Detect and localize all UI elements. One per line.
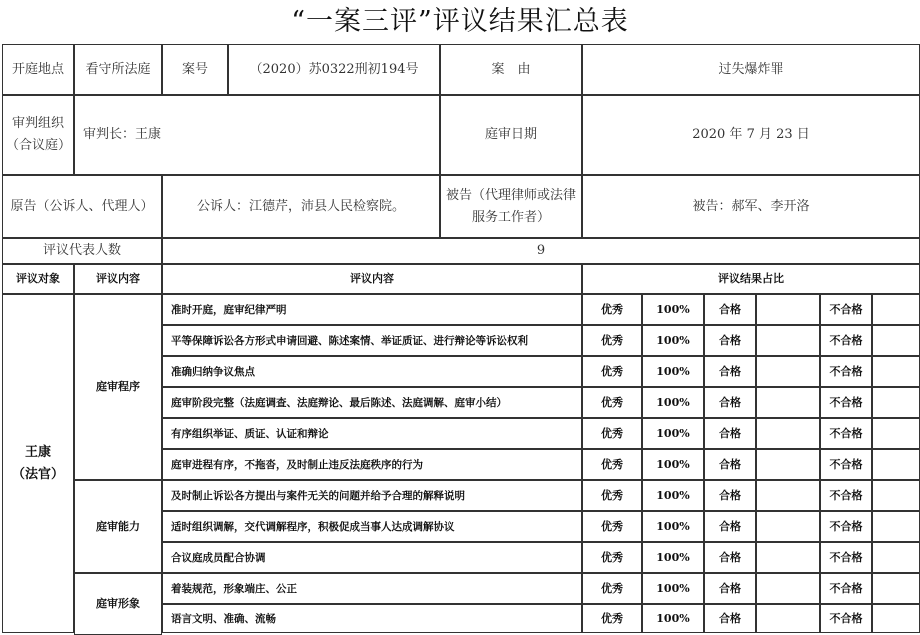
defendant-label: 被告（代理律师或法律服务工作者） [440, 175, 582, 238]
result-fail-percent [872, 573, 920, 604]
result-fail-percent [872, 449, 920, 480]
case-number-label: 案号 [162, 44, 228, 95]
result-excellent-label: 优秀 [582, 325, 642, 356]
panel-value: 审判长：王康 [74, 95, 440, 175]
column-header-content: 评议内容 [162, 264, 582, 294]
result-fail-percent [872, 542, 920, 573]
result-fail-label: 不合格 [820, 604, 872, 633]
result-fail-percent [872, 480, 920, 511]
result-pass-percent [756, 573, 820, 604]
page-title: “一案三评”评议结果汇总表 [291, 6, 629, 37]
result-excellent-label: 优秀 [582, 418, 642, 449]
result-excellent-label: 优秀 [582, 387, 642, 418]
result-excellent-percent: 100% [642, 325, 704, 356]
result-fail-label: 不合格 [820, 480, 872, 511]
result-excellent-label: 优秀 [582, 480, 642, 511]
result-excellent-label: 优秀 [582, 573, 642, 604]
column-header-category: 评议内容 [74, 264, 162, 294]
result-excellent-percent: 100% [642, 511, 704, 542]
criterion-text: 准确归纳争议焦点 [162, 356, 582, 387]
case-cause-value: 过失爆炸罪 [582, 44, 920, 95]
result-fail-percent [872, 387, 920, 418]
criterion-text: 庭审进程有序，不拖沓，及时制止违反法庭秩序的行为 [162, 449, 582, 480]
result-fail-label: 不合格 [820, 294, 872, 325]
result-pass-label: 合格 [704, 294, 756, 325]
column-header-object: 评议对象 [2, 264, 74, 294]
result-pass-label: 合格 [704, 356, 756, 387]
case-number-value: （2020）苏0322刑初194号 [228, 44, 440, 95]
criterion-text: 着装规范，形象端庄、公正 [162, 573, 582, 604]
result-pass-label: 合格 [704, 511, 756, 542]
result-fail-label: 不合格 [820, 449, 872, 480]
result-fail-percent [872, 418, 920, 449]
criterion-text: 平等保障诉讼各方形式申请回避、陈述案情、举证质证、进行辩论等诉讼权利 [162, 325, 582, 356]
defendant-value: 被告：郝军、李开洛 [582, 175, 920, 238]
result-pass-percent [756, 604, 820, 633]
criterion-text: 适时组织调解，交代调解程序，积极促成当事人达成调解协议 [162, 511, 582, 542]
result-pass-label: 合格 [704, 418, 756, 449]
result-pass-percent [756, 356, 820, 387]
result-pass-label: 合格 [704, 573, 756, 604]
plaintiff-value: 公诉人：江德芹，沛县人民检察院。 [162, 175, 440, 238]
criterion-text: 有序组织举证、质证、认证和辩论 [162, 418, 582, 449]
criterion-text: 及时制止诉讼各方提出与案件无关的问题并给予合理的解释说明 [162, 480, 582, 511]
result-fail-percent [872, 511, 920, 542]
result-excellent-percent: 100% [642, 294, 704, 325]
criterion-text: 庭审阶段完整（法庭调查、法庭辩论、最后陈述、法庭调解、庭审小结） [162, 387, 582, 418]
result-fail-label: 不合格 [820, 356, 872, 387]
case-cause-label: 案 由 [440, 44, 582, 95]
result-excellent-percent: 100% [642, 604, 704, 633]
criterion-text: 语言文明、准确、流畅 [162, 604, 582, 633]
result-excellent-percent: 100% [642, 418, 704, 449]
category-cell: 庭审能力 [74, 480, 162, 573]
result-excellent-percent: 100% [642, 573, 704, 604]
result-pass-label: 合格 [704, 325, 756, 356]
result-excellent-label: 优秀 [582, 542, 642, 573]
result-fail-label: 不合格 [820, 542, 872, 573]
result-fail-label: 不合格 [820, 387, 872, 418]
result-pass-percent [756, 418, 820, 449]
category-cell: 庭审形象 [74, 573, 162, 635]
result-excellent-percent: 100% [642, 387, 704, 418]
result-pass-percent [756, 511, 820, 542]
result-excellent-percent: 100% [642, 480, 704, 511]
result-fail-label: 不合格 [820, 511, 872, 542]
result-excellent-label: 优秀 [582, 356, 642, 387]
result-pass-percent [756, 294, 820, 325]
result-excellent-label: 优秀 [582, 294, 642, 325]
result-excellent-percent: 100% [642, 542, 704, 573]
location-value: 看守所法庭 [74, 44, 162, 95]
result-pass-label: 合格 [704, 449, 756, 480]
criterion-text: 合议庭成员配合协调 [162, 542, 582, 573]
category-cell: 庭审程序 [74, 294, 162, 480]
criterion-text: 准时开庭，庭审纪律严明 [162, 294, 582, 325]
location-label: 开庭地点 [2, 44, 74, 95]
column-header-result: 评议结果占比 [582, 264, 920, 294]
result-fail-percent [872, 294, 920, 325]
reviewers-label: 评议代表人数 [2, 238, 162, 264]
result-excellent-label: 优秀 [582, 604, 642, 633]
trial-date-label: 庭审日期 [440, 95, 582, 175]
result-excellent-label: 优秀 [582, 511, 642, 542]
result-excellent-percent: 100% [642, 449, 704, 480]
result-pass-label: 合格 [704, 604, 756, 633]
panel-label: 审判组织（合议庭） [2, 95, 74, 175]
result-pass-percent [756, 387, 820, 418]
trial-date-value: 2020 年 7 月 23 日 [582, 95, 920, 175]
result-fail-label: 不合格 [820, 573, 872, 604]
result-fail-percent [872, 325, 920, 356]
reviewers-value: 9 [162, 238, 920, 264]
result-pass-percent [756, 325, 820, 356]
result-fail-label: 不合格 [820, 418, 872, 449]
evaluation-object: 王康 （法官） [2, 294, 74, 633]
result-pass-label: 合格 [704, 480, 756, 511]
result-pass-percent [756, 480, 820, 511]
result-excellent-label: 优秀 [582, 449, 642, 480]
result-pass-percent [756, 542, 820, 573]
result-fail-percent [872, 356, 920, 387]
result-pass-label: 合格 [704, 387, 756, 418]
result-excellent-percent: 100% [642, 356, 704, 387]
result-fail-label: 不合格 [820, 325, 872, 356]
plaintiff-label: 原告（公诉人、代理人） [2, 175, 162, 238]
result-pass-label: 合格 [704, 542, 756, 573]
result-pass-percent [756, 449, 820, 480]
result-fail-percent [872, 604, 920, 633]
